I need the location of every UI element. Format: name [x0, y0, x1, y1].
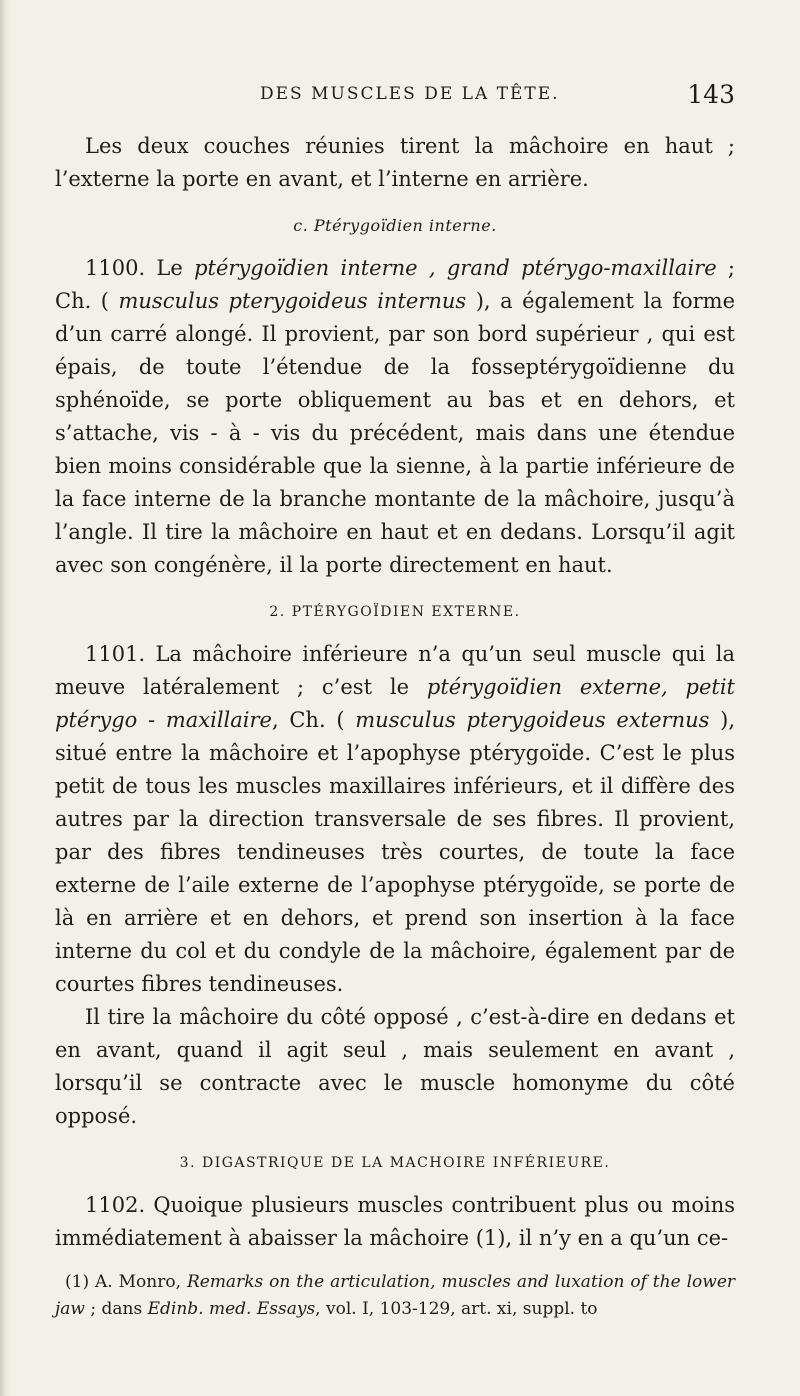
footnote-italic: Remarks on the articulation, muscles and luxation of the lower jaw [55, 1272, 735, 1319]
paragraph-1102: 1102. Quoique plusieurs muscles contribuent plus ou moins immédiatement à abaisser la mâchoire (1), il n’y en a qu’un ce- [55, 1193, 735, 1250]
footnote-text: , vol. I, 103-129, art. xi, suppl. to [315, 1299, 598, 1319]
paragraph-text: ), a également la forme d’un carré alongé. Il provient, par son bord supérieur , qui est épais, de toute l’étendue de la fosseptérygoïdienne du sphénoïde, se porte obliquement au bas et en dehors, et s’attache, vis - à - vis du précédent, mais dans une étendue bien moins considérable que la sienne, à la partie inférieure de la face interne de la branche montante de la mâchoire, jusqu’à l’angle. Il tire la mâchoire en haut et en dedans. Lorsqu’il agit avec son congénère, il la porte directement en haut. [55, 289, 735, 577]
italic-term: ptérygoïdien externe, petit ptérygo - maxillaire [55, 675, 735, 732]
page-number: 143 [687, 80, 735, 109]
paragraph-text: 1101. La mâchoire inférieure n’a qu’un seul muscle qui la meuve latéralement ; c’est le [55, 642, 735, 699]
italic-term: musculus pterygoideus internus [118, 289, 467, 313]
page-body [55, 130, 735, 1323]
italic-term: ptérygoïdien interne , grand ptérygo-maxillaire [194, 256, 717, 280]
running-title: DES MUSCLES DE LA TÊTE. [260, 84, 560, 104]
paragraph-intro: Les deux couches réunies tirent la mâchoire en haut ; l’externe la porte en avant, et l’interne en arrière. [55, 134, 735, 191]
footnote-italic: Edinb. med. Essays [147, 1299, 316, 1319]
paragraph-text: 1100. Le [85, 256, 195, 280]
subheading-pterygoidien-interne: c. Ptérygoïdien interne. [293, 216, 497, 235]
running-head [55, 80, 735, 120]
paragraph-action: Il tire la mâchoire du côté opposé , c’est-à-dire en dedans et en avant, quand il agit seul , mais seulement en avant , lorsqu’il se contracte avec le muscle homonyme du côté opposé. [55, 1005, 735, 1128]
subheading-digastrique: 3. DIGASTRIQUE DE LA MACHOIRE INFÉRIEURE. [179, 1155, 611, 1171]
paragraph-1101 [55, 638, 735, 1001]
paragraph-text: , Ch. ( [271, 708, 356, 732]
footnote-text: ; dans [84, 1299, 148, 1319]
paragraph-text: ), situé entre la mâchoire et l’apophyse ptérygoïde. C’est le plus petit de tous les muscles maxillaires inférieurs, et il diffère des autres par la direction transversale de ses fibres. Il provient, par des fibres tendineuses très courtes, de toute la face externe de l’aile externe de l’apophyse ptérygoïde, se porte de là en arrière et en dehors, et prend son insertion à la face interne du col et du condyle de la mâchoire, également par de courtes fibres tendineuses. [55, 708, 736, 996]
page-edge-shadow [0, 0, 10, 1396]
footnote-text: (1) A. Monro, [65, 1272, 187, 1292]
paragraph-text: ; Ch. ( [55, 256, 736, 313]
paragraph-1100 [55, 252, 735, 582]
italic-term: musculus pterygoideus externus [355, 708, 710, 732]
subheading-pterygoidien-externe: 2. PTÉRYGOÏDIEN EXTERNE. [269, 604, 521, 620]
footnote [55, 1269, 735, 1323]
